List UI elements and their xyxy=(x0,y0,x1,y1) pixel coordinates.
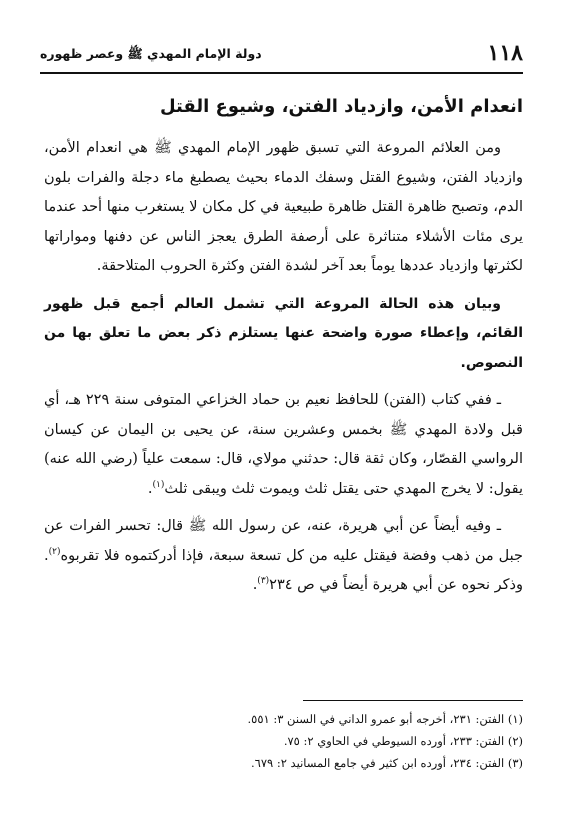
page-header xyxy=(40,40,523,72)
footnote-marker: (١) xyxy=(152,479,165,490)
running-title: دولة الإمام المهدي ﷺ وعصر ظهوره xyxy=(40,46,262,61)
footnote-marker: (٣) xyxy=(257,576,270,587)
footnote-item: (٣) الفتن: ٢٣٤، أورده ابن كثير في جامع المسانيد ٢: ٦٧٩. xyxy=(251,756,523,770)
footnote-item: (١) الفتن: ٢٣١، أخرجه أبو عمرو الداني في السنن ٣: ٥٥١. xyxy=(247,712,523,726)
footnote-item: (٢) الفتن: ٢٣٣، أورده السيوطي في الحاوي ٢: ٧٥. xyxy=(283,734,523,748)
section-title: انعدام الأمن، وازدياد الفتن، وشيوع القتل xyxy=(159,96,523,117)
footnote-divider xyxy=(303,700,523,701)
paragraph-text: ـ وفيه أيضاً عن أبي هريرة، عنه، عن رسول الله ﷺ قال: تحسر الفرات عن جبل من ذهب وفضة فيقتل عليه من كل تسعة سبعة، فإذا أدركتموه فلا تقربوه xyxy=(44,518,523,564)
footnote-marker: (٢) xyxy=(48,546,61,557)
paragraph-text: . وذكر نحوه عن أبي هريرة أيضاً في ص ٢٣٤ xyxy=(44,547,523,593)
page-body xyxy=(44,86,523,609)
paragraph-intro: ومن العلائم المروعة التي تسبق ظهور الإمام المهدي ﷺ هي انعدام الأمن، وازدياد الفتن، وشيوع القتل وسفك الدماء بحيث يصطبغ ماء دجلة والفرات بلون الدم، وتصبح ظاهرة القتل ظاهرة طبيعية في كل مكان لا يستغرب منها أحد عندما يرى مئات الأشلاء متناثرة على أرصفة الطرق يعجز الناس عن دفنها ومواراتها لكثرتها وازدياد عددها يوماً بعد آخر لشدة الفتن وكثرة الحروب المتلاحقة. xyxy=(44,140,523,274)
paragraph-statement: وبيان هذه الحالة المروعة التي تشمل العالم أجمع قبل ظهور القائم، وإعطاء صورة واضحة عنها يستلزم ذكر بعض ما تعلق بها من النصوص. xyxy=(44,295,523,371)
page-number: ١١٨ xyxy=(487,40,523,66)
paragraph-hadith-2: ـ وفيه أيضاً عن أبي هريرة، عنه، عن رسول الله ﷺ قال: تحسر الفرات عن جبل من ذهب وفضة فيقتل عليه من كل تسعة سبعة، فإذا أدركتموه فلا تقربوه$^{(٢)}$. وذكر نحوه عن أبي هريرة أيضاً في ص ٢٣٤$^{(٣)}$. xyxy=(44,518,523,593)
footnotes xyxy=(44,708,523,774)
paragraph-hadith-1: ـ ففي كتاب (الفتن) للحافظ نعيم بن حماد الخزاعي المتوفى سنة ٢٢٩ هـ، أي قبل ولادة المهدي ﷺ بخمس وعشرين سنة، عن يحيى بن اليمان عن كيسان الرواسي القصّار، وكان ثقة قال: حدثني مولاي، قال: سمعت علياً (رضي الله عنه) يقول: لا يخرج المهدي حتى يقتل ثلث ويموت ثلث ويبقى ثلث$^{(١)}$. xyxy=(44,392,523,497)
paragraph-text: ـ ففي كتاب (الفتن) للحافظ نعيم بن حماد الخزاعي المتوفى سنة ٢٢٩ هـ، أي قبل ولادة المهدي ﷺ بخمس وعشرين سنة، عن يحيى بن اليمان عن كيسان الرواسي القصّار، وكان ثقة قال: حدثني مولاي، قال: سمعت علياً (رضي الله عنه) يقول: لا يخرج المهدي حتى يقتل ثلث ويموت ثلث ويبقى ثلث xyxy=(44,392,523,497)
header-divider xyxy=(40,72,523,74)
